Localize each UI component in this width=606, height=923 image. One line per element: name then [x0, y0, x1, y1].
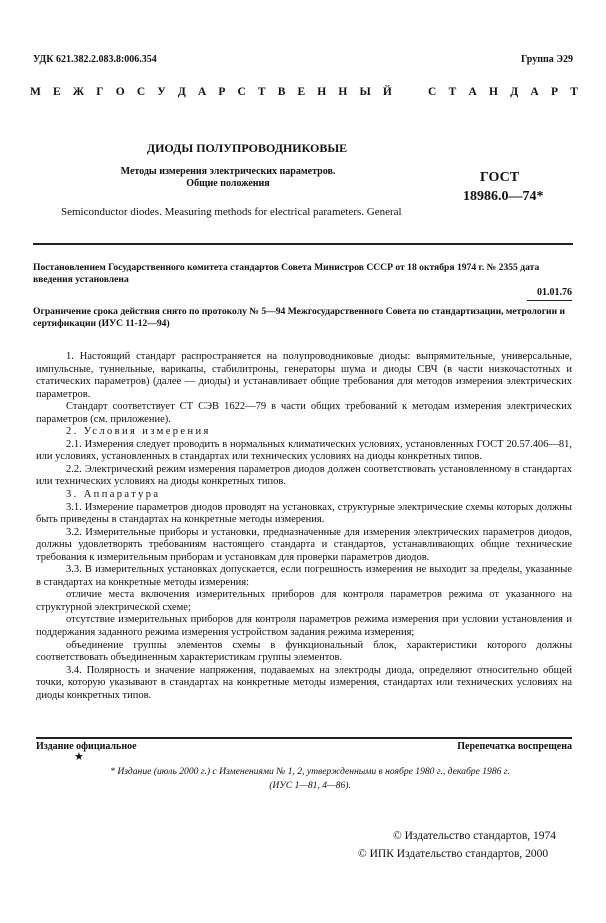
paragraph-2-1: 2.1. Измерения следует проводить в нормальных климатических условиях, установленных ГОСТ 20.57.406—81, или условиях, установленных в стандартах или технических условиях на диоды конкретных типов.: [36, 438, 572, 463]
paragraph-3-1: 3.1. Измерение параметров диодов проводят на установках, структурные электрические схемы которых должны быть приведены в стандартах на конкретные методы измерения.: [36, 501, 572, 526]
publisher-copyright-1974: © Издательство стандартов, 1974: [393, 830, 557, 842]
reprint-prohibited-label: Перепечатка воспрещена: [457, 741, 572, 752]
banner-letter: Н: [338, 86, 348, 98]
paragraph-3-3-a: отличие места включения измерительных приборов для контроля параметров режима от указанного на структурной электрической схеме;: [36, 589, 572, 613]
gost-label: ГОСТ: [480, 170, 520, 185]
footnote-line-2: (ИУС 1—81, 4—86).: [269, 780, 351, 791]
decree-text: Постановлением Государственного комитета стандартов Совета Министров СССР от 18 октября 1974 г. № 2355 дата введения установлена: [33, 262, 540, 285]
banner-letter: Й: [382, 86, 392, 98]
paragraph-2-2: 2.2. Электрический режим измерения параметров диодов должен соответствовать установленному в стандартах или технических условиях на диоды конкретных типов.: [36, 463, 572, 488]
group-code: Группа Э29: [521, 54, 573, 65]
banner-letter: Р: [550, 86, 559, 98]
star-icon: ★: [74, 751, 84, 763]
banner-letter: А: [468, 86, 477, 98]
banner-letter: Т: [570, 86, 578, 98]
banner-letter: А: [197, 86, 207, 98]
section-2-heading: 2. Условия измерения: [66, 426, 211, 438]
paragraph-3-3: 3.3. В измерительных установках допускается, если погрешность измерения не выходит за пределы, указанные в стандартах на конкретные методы измерения:: [36, 564, 572, 588]
divider-top: [33, 243, 573, 245]
banner-letter: Н: [489, 86, 498, 98]
banner-word-2: [428, 86, 578, 98]
banner-letter: Г: [96, 86, 104, 98]
introduction-date: 01.01.76: [537, 287, 572, 298]
banner-letter: Н: [317, 86, 327, 98]
subtitle-line-1: Методы измерения электрических параметров.: [120, 166, 336, 177]
banner-letter: В: [277, 86, 286, 98]
banner-letter: Е: [52, 86, 61, 98]
official-edition-label: Издание официальное: [36, 741, 137, 752]
banner-letter: Т: [257, 86, 266, 98]
banner-letter: А: [530, 86, 539, 98]
banner-letter: Д: [177, 86, 186, 98]
banner-letter: Е: [297, 86, 306, 98]
banner-word-1: [30, 86, 392, 98]
subtitle-line-2: Общие положения: [186, 178, 270, 189]
paragraph-3-2: 3.2. Измерительные приборы и установки, предназначенные для измерения электрических параметров диодов, должны удовлетворять требованиям настоящего стандарта и стандартов, устанавливающих общие технические требования к измерительным приборам и установкам для проверки параметров диодов.: [36, 526, 572, 563]
banner-letter: Р: [218, 86, 226, 98]
banner-letter: О: [115, 86, 125, 98]
paragraph-1: 1. Настоящий стандарт распространяется на полупроводниковые диоды: выпрямительные, универсальные, импульсные, туннельные, варикапы, стабилитроны, генераторы шума и диоды СВЧ (в части низкочастотных и статических параметров) (далее — диоды) и устанавливает общие требования для методов измерения электрических параметров.: [36, 351, 572, 400]
banner-letter: С: [136, 86, 146, 98]
publisher-copyright-2000: © ИПК Издательство стандартов, 2000: [358, 848, 549, 860]
english-title: Semiconductor diodes. Measuring methods for electrical parameters. General: [61, 206, 402, 218]
banner-letter: М: [30, 86, 41, 98]
banner-letter: Ы: [359, 86, 371, 98]
paragraph-3-3-b: отсутствие измерительных приборов для контроля параметров режима измерения при условии установления и поддержания заданного режима измерения устройством задания режима измерения;: [36, 614, 572, 639]
limitation-text: Ограничение срока действия снято по протоколу № 5—94 Межгосударственного Совета по стандартизации, метрологии и сертификации (ИУС 11-12—94): [33, 306, 566, 329]
footnote-line-1: * Издание (июль 2000 г.) с Изменениями № 1, 2, утвержденными в ноябре 1980 г., декабре 1986 г.: [110, 766, 510, 777]
paragraph-3-3-c: объединение группы элементов схемы в функциональный блок, характеристики которого должны соответствовать объединенным характеристикам группы элементов.: [36, 639, 572, 664]
interstate-standard-banner: [30, 86, 578, 98]
banner-letter: У: [157, 86, 166, 98]
udk-code: УДК 621.382.2.083.8:006.354: [33, 54, 157, 65]
date-underline: [527, 300, 572, 301]
banner-letter: Т: [448, 86, 457, 98]
gost-number: 18986.0—74*: [463, 189, 544, 204]
banner-letter: С: [237, 86, 246, 98]
banner-letter: Ж: [72, 86, 85, 98]
banner-letter: Д: [510, 86, 519, 98]
paragraph-compliance: Стандарт соответствует СТ СЭВ 1622—79 в части общих требований к методам измерения электрических параметров (см. приложение).: [36, 401, 572, 425]
divider-footer: [36, 737, 572, 739]
banner-letter: С: [428, 86, 437, 98]
section-3-heading: 3. Аппаратура: [66, 489, 161, 501]
document-title: ДИОДЫ ПОЛУПРОВОДНИКОВЫЕ: [146, 141, 348, 155]
standard-body: [36, 351, 572, 702]
paragraph-3-4: 3.4. Полярность и значение напряжения, подаваемых на электроды диода, определяют относительно общей точки, которую указывают в стандартах на конкретные методы измерения, стандартах или технических условиях на диоды конкретных типов.: [36, 664, 572, 701]
